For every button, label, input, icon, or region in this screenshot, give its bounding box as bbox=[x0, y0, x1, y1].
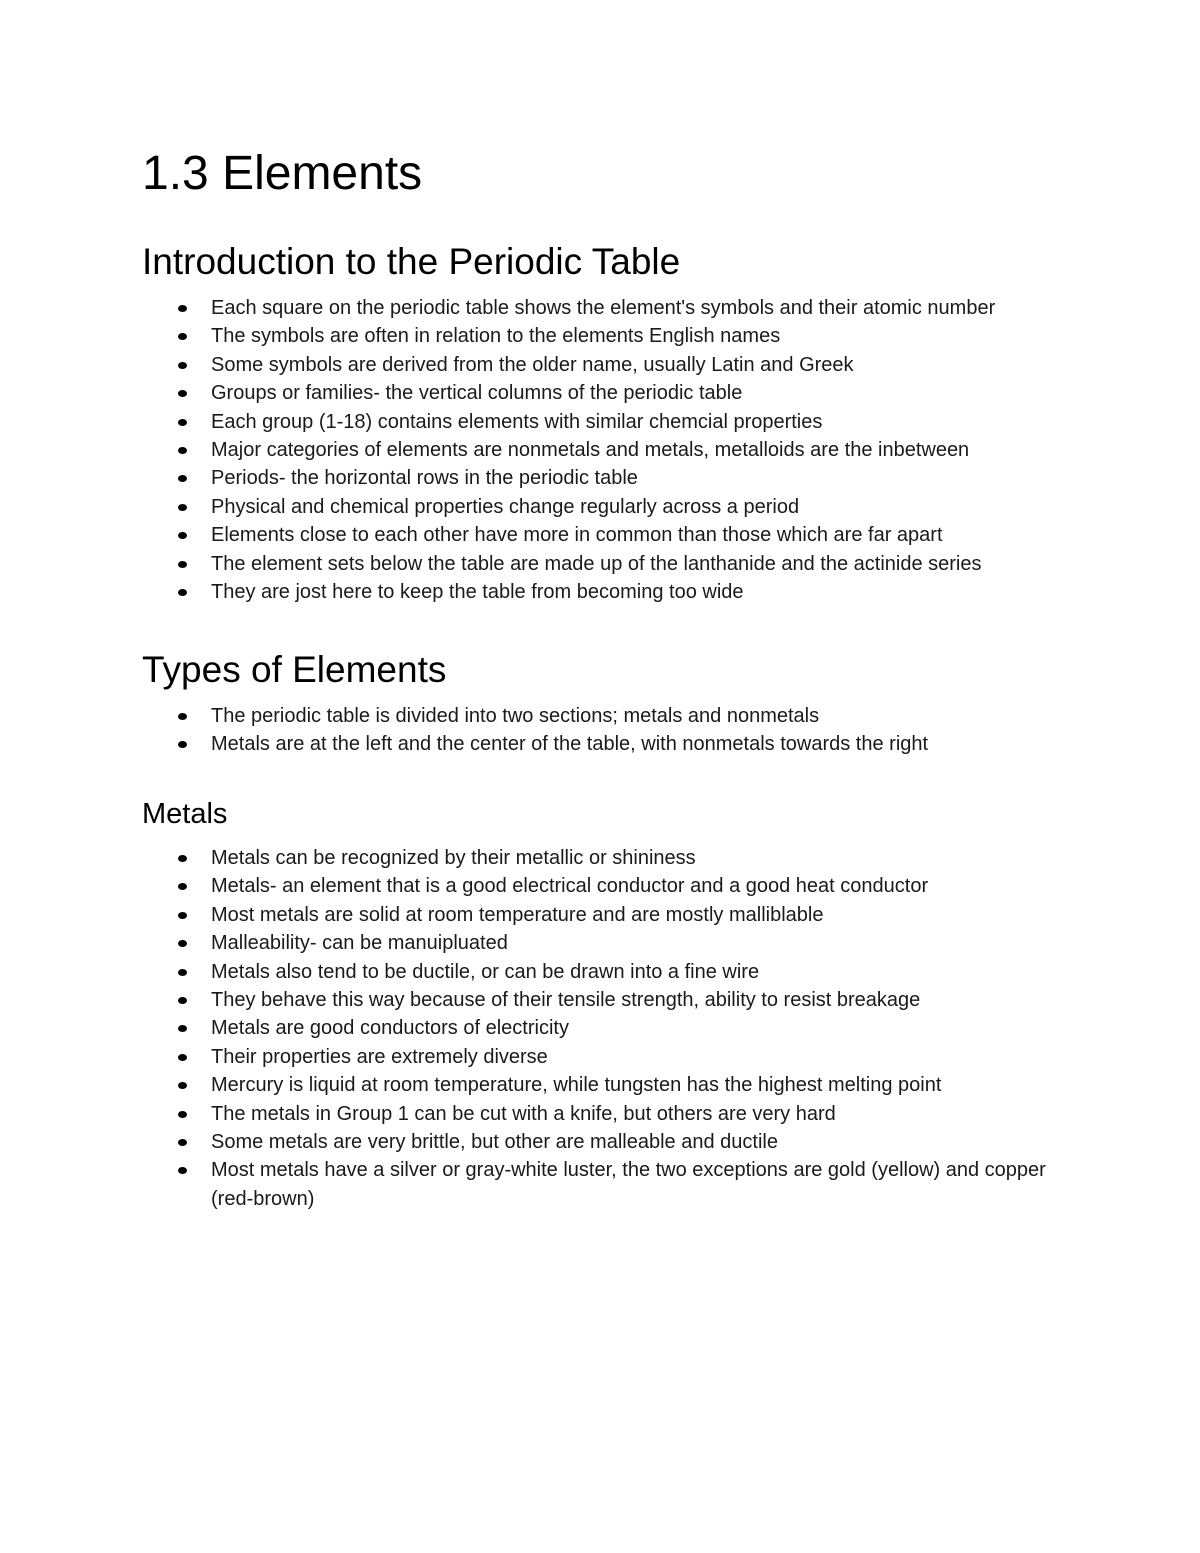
list-item bbox=[142, 730, 1072, 758]
list-item-text: They are jost here to keep the table from becoming too wide bbox=[211, 581, 744, 604]
bullet-icon bbox=[178, 1111, 187, 1118]
list-item bbox=[142, 464, 1072, 492]
list-item bbox=[142, 294, 1072, 322]
list-item bbox=[142, 493, 1072, 521]
section-types-of-elements bbox=[142, 648, 1072, 759]
bullet-icon bbox=[178, 447, 187, 454]
bullet-icon bbox=[178, 940, 187, 947]
list-item bbox=[142, 844, 1072, 872]
list-item bbox=[142, 702, 1072, 730]
list-item-text: Metals also tend to be ductile, or can be drawn into a fine wire bbox=[211, 960, 760, 983]
list-item-text: Periods- the horizontal rows in the periodic table bbox=[211, 467, 638, 490]
list-item-text: Metals are at the left and the center of the table, with nonmetals towards the right bbox=[211, 733, 929, 756]
bullet-icon bbox=[178, 912, 187, 919]
bullet-icon bbox=[178, 997, 187, 1004]
section-metals bbox=[142, 797, 1072, 1213]
bullet-icon bbox=[178, 589, 187, 596]
bullet-icon bbox=[178, 1082, 187, 1089]
list-item-text: Metals can be recognized by their metallic or shininess bbox=[211, 847, 696, 869]
list-item bbox=[142, 1014, 1072, 1042]
bullet-icon bbox=[178, 419, 187, 426]
bullet-list bbox=[142, 294, 1072, 606]
list-item bbox=[142, 521, 1072, 549]
list-item-text: Metals- an element that is a good electrical conductor and a good heat conductor bbox=[211, 875, 929, 898]
bullet-icon bbox=[178, 362, 187, 369]
list-item bbox=[142, 550, 1072, 578]
list-item bbox=[142, 1071, 1072, 1099]
list-item-text: Each square on the periodic table shows the element's symbols and their atomic number bbox=[211, 297, 996, 319]
bullet-icon bbox=[178, 333, 187, 340]
list-item-text: Elements close to each other have more in common than those which are far apart bbox=[211, 524, 943, 547]
list-item-text: Physical and chemical properties change regularly across a period bbox=[211, 495, 800, 518]
list-item-text: The periodic table is divided into two sections; metals and nonmetals bbox=[211, 705, 820, 727]
list-item bbox=[142, 1100, 1072, 1128]
list-item bbox=[142, 351, 1072, 379]
list-item bbox=[142, 986, 1072, 1014]
bullet-list bbox=[142, 702, 1072, 759]
list-item-text: Some metals are very brittle, but other are malleable and ductile bbox=[211, 1131, 778, 1154]
list-item-text: They behave this way because of their tensile strength, ability to resist breakage bbox=[211, 989, 921, 1012]
list-item-text: Most metals are solid at room temperature and are mostly malliblable bbox=[211, 903, 824, 926]
bullet-icon bbox=[178, 883, 187, 890]
section-heading: Types of Elements bbox=[142, 649, 447, 690]
list-item bbox=[142, 1156, 1072, 1213]
list-item-text: Each group (1-18) contains elements with similar chemcial properties bbox=[211, 410, 823, 433]
bullet-icon bbox=[178, 475, 187, 482]
list-item-text: Metals are good conductors of electricity bbox=[211, 1017, 569, 1040]
list-item-text: The element sets below the table are made up of the lanthanide and the actinide series bbox=[211, 552, 982, 575]
bullet-icon bbox=[178, 713, 187, 720]
bullet-icon bbox=[178, 1139, 187, 1146]
list-item bbox=[142, 1043, 1072, 1071]
list-item bbox=[142, 379, 1072, 407]
list-item-text: Mercury is liquid at room temperature, while tungsten has the highest melting point bbox=[211, 1074, 942, 1097]
bullet-icon bbox=[178, 855, 187, 862]
list-item bbox=[142, 408, 1072, 436]
bullet-icon bbox=[178, 1054, 187, 1061]
subsection-heading: Metals bbox=[142, 798, 228, 830]
section-heading: Introduction to the Periodic Table bbox=[142, 241, 681, 282]
list-item bbox=[142, 872, 1072, 900]
list-item bbox=[142, 929, 1072, 957]
list-item bbox=[142, 901, 1072, 929]
list-item-text: The symbols are often in relation to the elements English names bbox=[211, 325, 781, 348]
list-item bbox=[142, 436, 1072, 464]
bullet-icon bbox=[178, 305, 187, 312]
bullet-icon bbox=[178, 561, 187, 568]
list-item-text: The metals in Group 1 can be cut with a knife, but others are very hard bbox=[211, 1102, 836, 1125]
bullet-icon bbox=[178, 1167, 187, 1174]
list-item-text: Malleability- can be manuipluated bbox=[211, 932, 508, 955]
list-item-text: Some symbols are derived from the older name, usually Latin and Greek bbox=[211, 353, 854, 376]
bullet-list bbox=[142, 844, 1072, 1213]
list-item-text: Groups or families- the vertical columns of the periodic table bbox=[211, 382, 743, 405]
bullet-icon bbox=[178, 741, 187, 748]
bullet-icon bbox=[178, 1025, 187, 1032]
page-title: 1.3 Elements bbox=[142, 147, 423, 200]
list-item bbox=[142, 578, 1072, 606]
bullet-icon bbox=[178, 504, 187, 511]
list-item-text: Major categories of elements are nonmetals and metals, metalloids are the inbetween bbox=[211, 439, 970, 462]
bullet-icon bbox=[178, 390, 187, 397]
bullet-icon bbox=[178, 532, 187, 539]
bullet-icon bbox=[178, 969, 187, 976]
list-item-text: Most metals have a silver or gray-white luster, the two exceptions are gold (yellow) and copper (red-brown) bbox=[211, 1159, 1046, 1210]
list-item-text: Their properties are extremely diverse bbox=[211, 1045, 548, 1068]
section-intro-periodic-table bbox=[142, 240, 1072, 606]
list-item bbox=[142, 958, 1072, 986]
list-item bbox=[142, 1128, 1072, 1156]
list-item bbox=[142, 322, 1072, 350]
